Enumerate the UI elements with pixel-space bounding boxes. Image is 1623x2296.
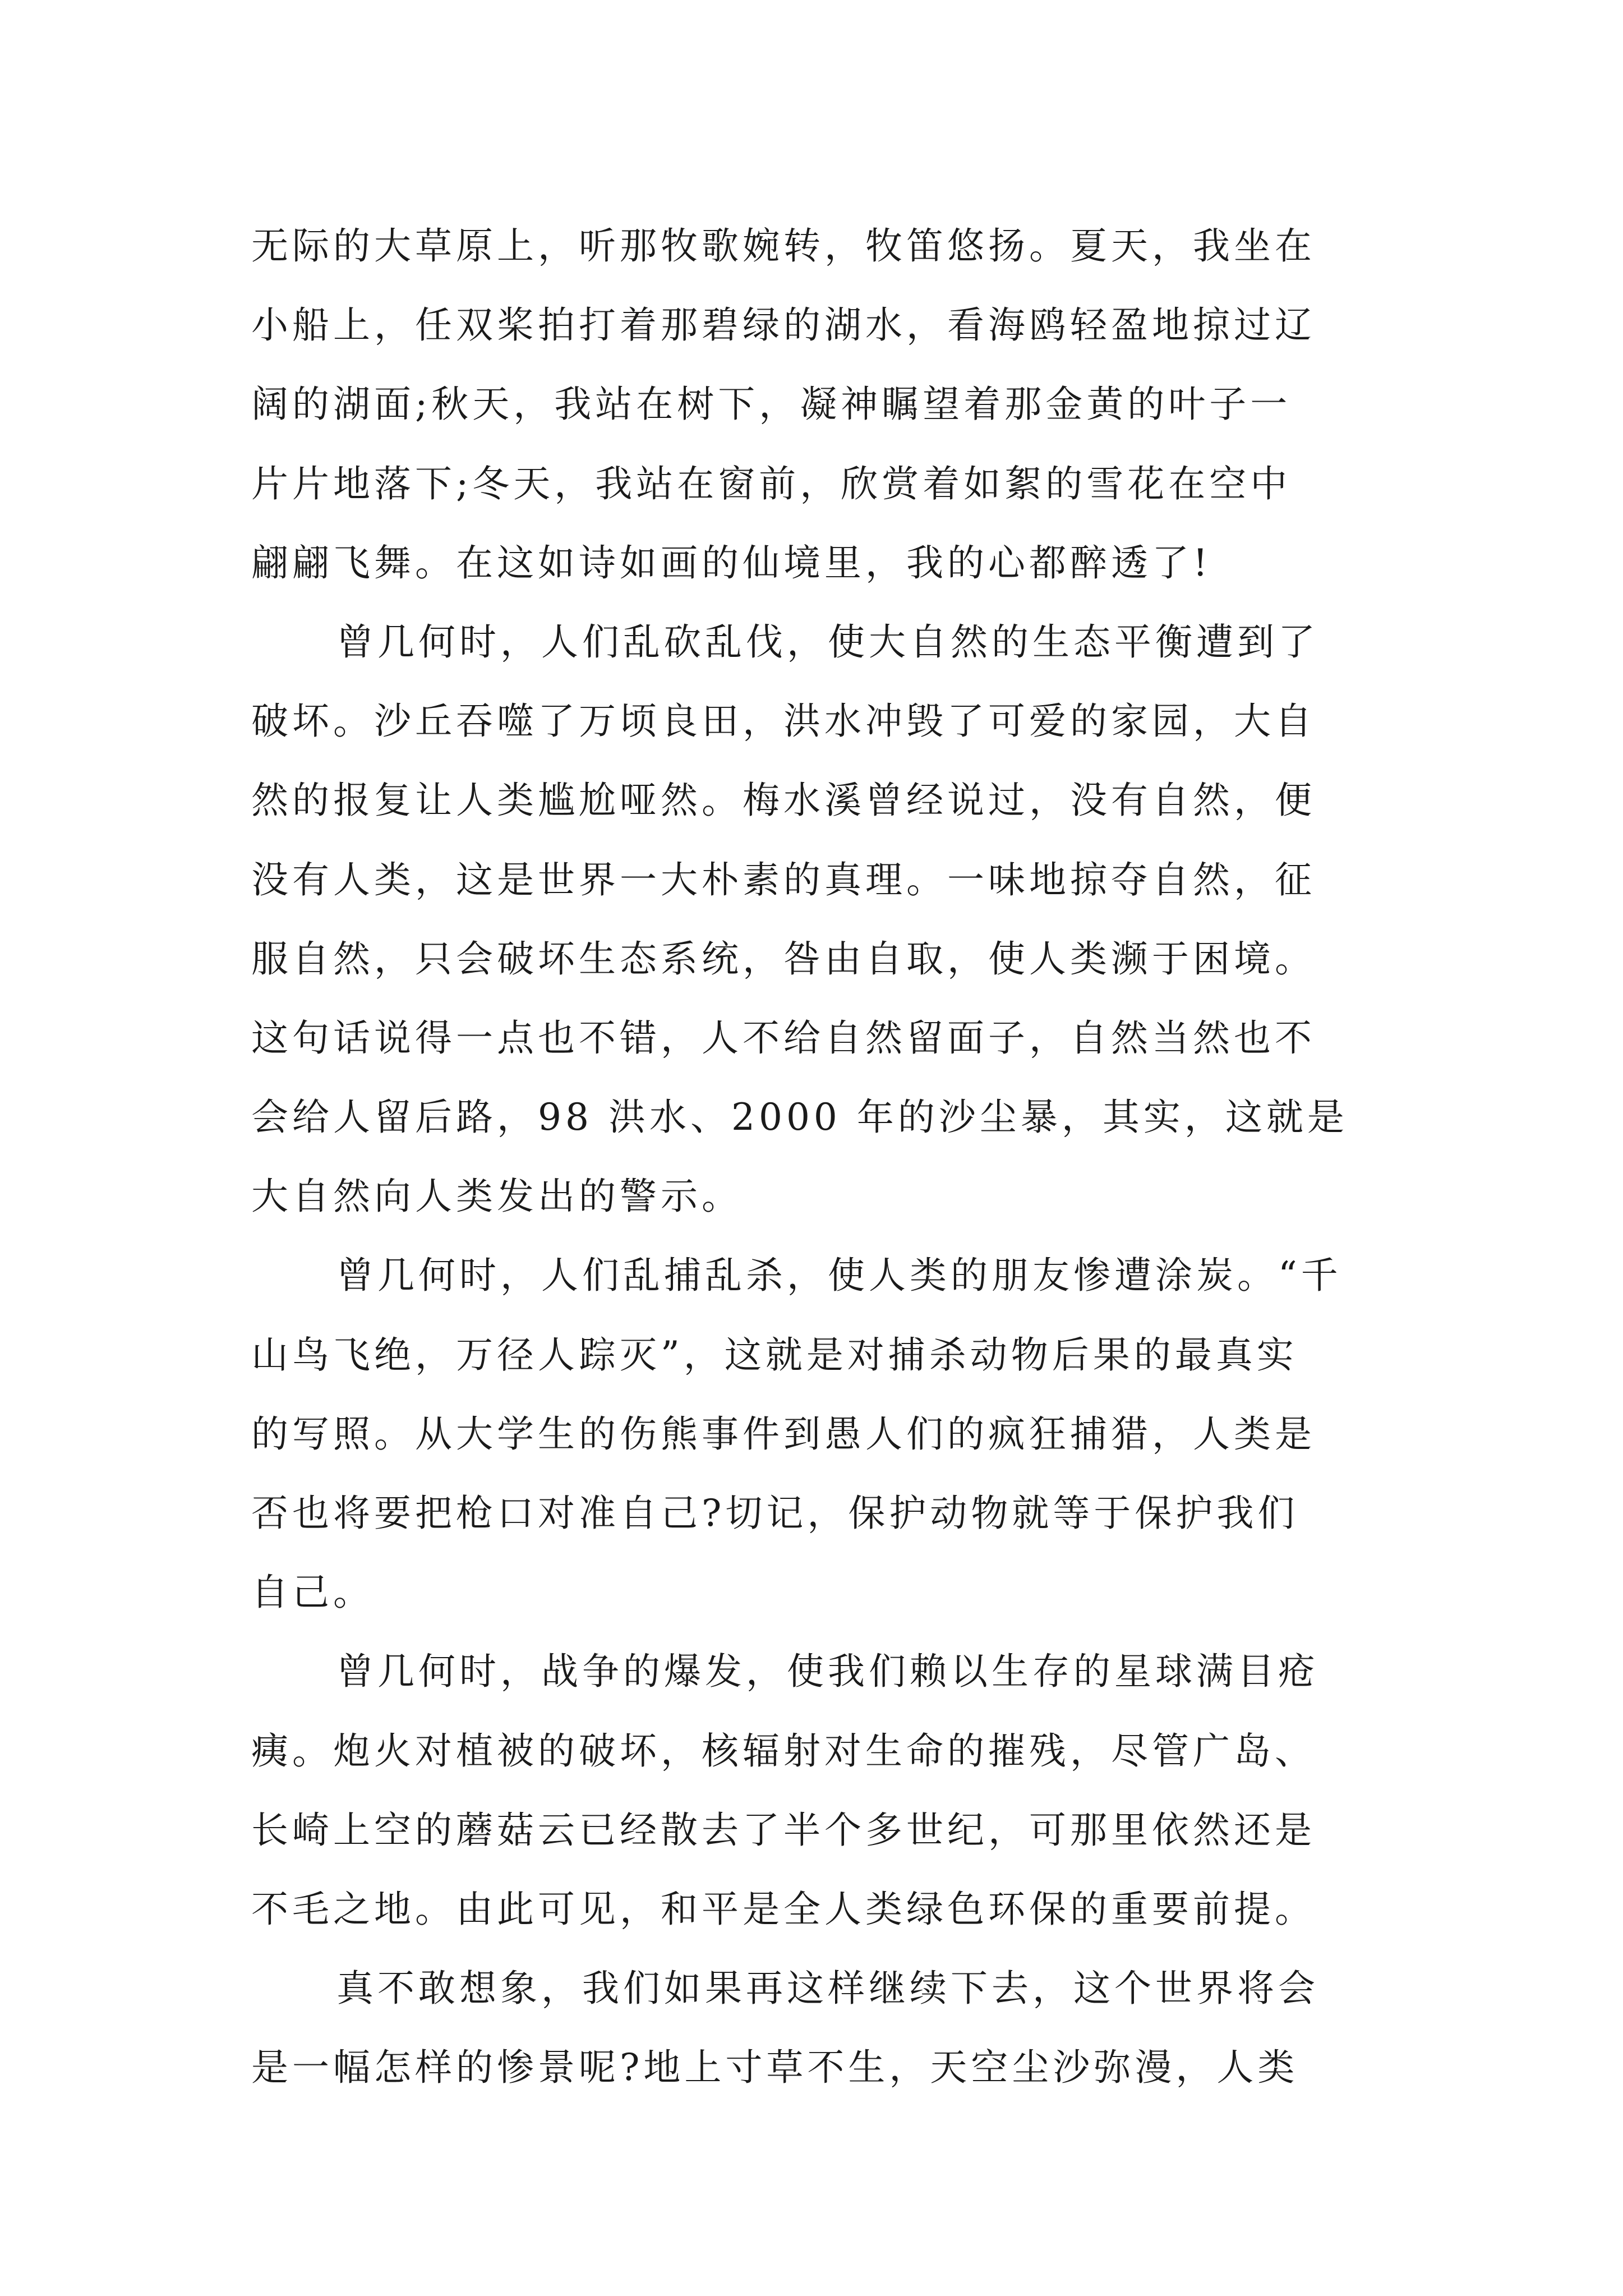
text-line: 没有人类，这是世界一大朴素的真理。一味地掠夺自然，征 [251, 858, 1316, 901]
text-line: 无际的大草原上，听那牧歌婉转，牧笛悠扬。夏天，我坐在 [251, 224, 1316, 268]
text-line: 真不敢想象，我们如果再这样继续下去，这个世界将会 [336, 1967, 1319, 2010]
text-line: 会给人留后路，98 洪水、2000 年的沙尘暴，其实，这就是 [251, 1096, 1348, 1139]
body-text [251, 206, 1395, 2108]
text-line: 破坏。沙丘吞噬了万顷良田，洪水冲毁了可爱的家园，大自 [251, 700, 1316, 743]
text-line: 是一幅怎样的惨景呢?地上寸草不生，天空尘沙弥漫，人类 [251, 2046, 1299, 2090]
text-line: 大自然向人类发出的警示。 [251, 1175, 743, 1218]
text-line: 小船上，任双桨拍打着那碧绿的湖水，看海鸥轻盈地掠过辽 [251, 303, 1316, 347]
paragraph-4 [251, 1632, 1395, 1949]
text-line: 服自然，只会破坏生态系统，咎由自取，使人类濒于困境。 [251, 937, 1316, 981]
text-line: 曾几何时，战争的爆发，使我们赖以生存的星球满目疮 [336, 1650, 1319, 1694]
text-line: 长崎上空的蘑菇云已经散去了半个多世纪，可那里依然还是 [251, 1808, 1316, 1852]
text-line: 否也将要把枪口对准自己?切记，保护动物就等于保护我们 [251, 1492, 1299, 1535]
text-line: 曾几何时，人们乱砍乱伐，使大自然的生态平衡遭到了 [336, 620, 1319, 664]
text-line: 不毛之地。由此可见，和平是全人类绿色环保的重要前提。 [251, 1887, 1316, 1931]
text-line: 翩翩飞舞。在这如诗如画的仙境里，我的心都醉透了! [251, 541, 1212, 585]
text-line: 的写照。从大学生的伤熊事件到愚人们的疯狂捕猎，人类是 [251, 1412, 1316, 1456]
paragraph-3 [251, 1236, 1395, 1632]
text-line: 痍。炮火对植被的破坏，核辐射对生命的摧残，尽管广岛、 [251, 1729, 1316, 1773]
text-line: 这句话说得一点也不错，人不给自然留面子，自然当然也不 [251, 1016, 1316, 1060]
paragraph-1 [251, 206, 1395, 602]
text-line: 片片地落下;冬天，我站在窗前，欣赏着如絮的雪花在空中 [251, 462, 1292, 505]
paragraph-2 [251, 602, 1395, 1236]
text-line: 山鸟飞绝，万径人踪灭”，这就是对捕杀动物后果的最真实 [251, 1333, 1298, 1377]
paragraph-5 [251, 1949, 1395, 2107]
text-line: 自己。 [251, 1571, 374, 1614]
text-line: 阔的湖面;秋天，我站在树下，凝神瞩望着那金黄的叶子一 [251, 383, 1292, 426]
text-line: 曾几何时，人们乱捕乱杀，使人类的朋友惨遭涂炭。“千 [336, 1254, 1342, 1297]
text-line: 然的报复让人类尴尬哑然。梅水溪曾经说过，没有自然，便 [251, 779, 1316, 822]
